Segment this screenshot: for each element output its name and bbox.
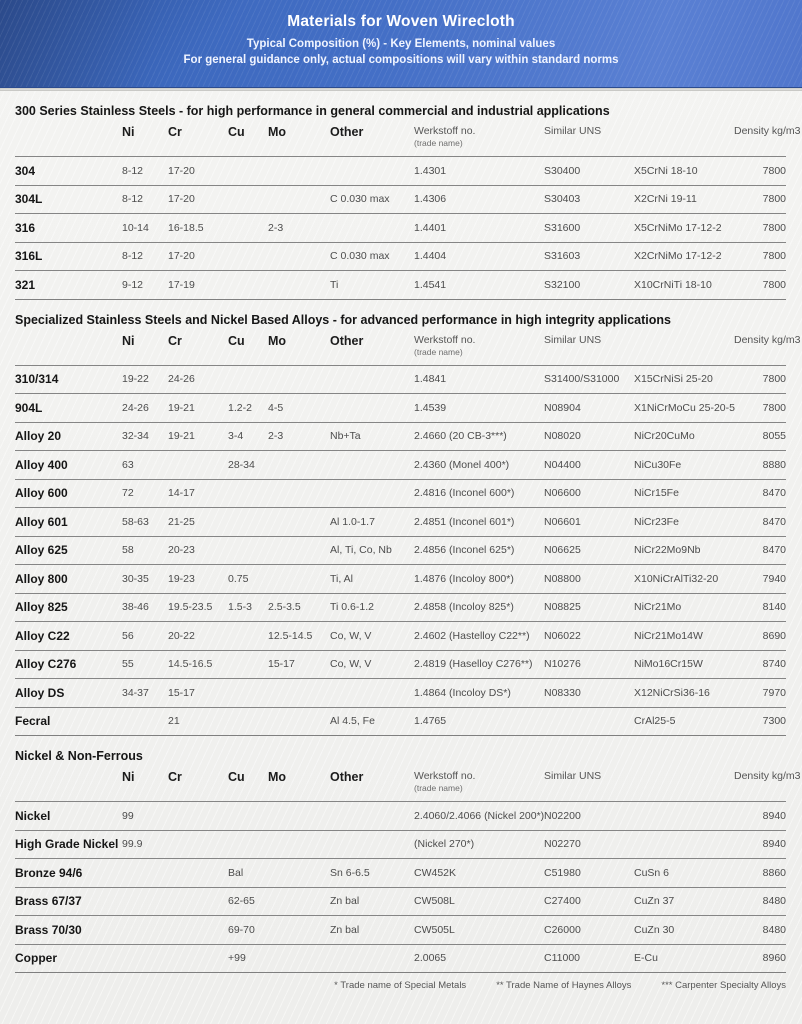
cell-cr: 21 bbox=[168, 715, 180, 728]
cell-cu: 69-70 bbox=[228, 923, 255, 936]
page-subtitle-1: Typical Composition (%) - Key Elements, nominal values bbox=[246, 38, 556, 50]
cell-designation: CuZn 37 bbox=[634, 895, 675, 908]
cell-cr: 17-19 bbox=[168, 278, 195, 291]
cell-name: Nickel bbox=[15, 808, 51, 823]
cell-designation: X1NiCrMoCu 25-20-5 bbox=[634, 401, 735, 414]
cell-designation: X5CrNi 18-10 bbox=[634, 164, 698, 177]
cell-mo: 12.5-14.5 bbox=[268, 629, 313, 642]
column-header-other: Other bbox=[330, 125, 364, 139]
table-row bbox=[15, 707, 786, 736]
table-header-row bbox=[15, 121, 801, 156]
cell-uns: C51980 bbox=[544, 866, 581, 879]
column-header-mo: Mo bbox=[268, 333, 287, 348]
cell-designation: NiMo16Cr15W bbox=[634, 658, 703, 671]
cell-ni: 8-12 bbox=[122, 193, 144, 206]
column-header-cu: Cu bbox=[228, 333, 245, 348]
column-header-werkstoff bbox=[414, 125, 544, 148]
cell-other: Al 4.5, Fe bbox=[330, 715, 375, 728]
cell-cu: 62-65 bbox=[228, 895, 255, 908]
cell-cr: 19-21 bbox=[168, 401, 195, 414]
table-row bbox=[15, 507, 786, 536]
table-row bbox=[15, 270, 786, 299]
cell-name: Alloy C22 bbox=[15, 628, 70, 643]
column-header-cr: Cr bbox=[168, 333, 182, 348]
cell-werkstoff: 1.4306 bbox=[414, 193, 447, 206]
cell-designation: NiCr20CuMo bbox=[634, 430, 695, 443]
cell-uns: S32100 bbox=[544, 278, 581, 291]
table-row bbox=[15, 185, 786, 214]
banner-divider bbox=[0, 88, 802, 91]
cell-ni: 58-63 bbox=[122, 515, 149, 528]
cell-uns: S31400/S31000 bbox=[544, 373, 620, 386]
cell-cr: 14.5-16.5 bbox=[168, 658, 213, 671]
cell-name: 304 bbox=[15, 163, 36, 178]
cell-uns: C27400 bbox=[544, 895, 581, 908]
cell-werkstoff: CW505L bbox=[414, 923, 455, 936]
table-row bbox=[15, 678, 786, 707]
cell-uns: C11000 bbox=[544, 952, 581, 965]
cell-density: 7800 bbox=[762, 250, 786, 263]
table-row bbox=[15, 564, 786, 593]
cell-werkstoff: 1.4765 bbox=[414, 715, 447, 728]
cell-cu: 0.75 bbox=[228, 572, 249, 585]
column-header-other: Other bbox=[330, 770, 364, 784]
cell-designation: X2CrNiMo 17-12-2 bbox=[634, 250, 722, 263]
cell-werkstoff: 2.4602 (Hastelloy C22**) bbox=[414, 629, 530, 642]
cell-ni: 34-37 bbox=[122, 686, 149, 699]
column-header-mo: Mo bbox=[268, 125, 287, 139]
cell-ni: 8-12 bbox=[122, 250, 144, 263]
cell-cr: 17-20 bbox=[168, 164, 195, 177]
cell-name: 904L bbox=[15, 400, 43, 415]
cell-werkstoff: 1.4541 bbox=[414, 278, 447, 291]
table-row bbox=[15, 858, 786, 887]
column-header-density: Density kg/m3 bbox=[734, 125, 801, 137]
cell-uns: N02270 bbox=[544, 838, 581, 851]
cell-other: Al 1.0-1.7 bbox=[330, 515, 375, 528]
cell-designation: X10CrNiTi 18-10 bbox=[634, 278, 712, 291]
cell-cr: 19-21 bbox=[168, 430, 195, 443]
cell-uns: N08020 bbox=[544, 430, 581, 443]
cell-other: Zn bal bbox=[330, 895, 360, 908]
column-header-ni: Ni bbox=[122, 770, 135, 784]
cell-density: 8480 bbox=[762, 895, 786, 908]
cell-name: High Grade Nickel bbox=[15, 837, 119, 852]
table-row bbox=[15, 801, 786, 830]
cell-cr: 24-26 bbox=[168, 373, 195, 386]
cell-werkstoff: 2.4858 (Incoloy 825*) bbox=[414, 601, 514, 614]
column-header-werkstoff-label: Werkstoff no. bbox=[414, 125, 476, 137]
cell-uns: N02200 bbox=[544, 809, 581, 822]
cell-density: 8940 bbox=[762, 809, 786, 822]
table-row bbox=[15, 621, 786, 650]
table-section bbox=[15, 749, 801, 973]
cell-ni: 32-34 bbox=[122, 430, 149, 443]
cell-cu: Bal bbox=[228, 866, 244, 879]
table-row bbox=[15, 422, 786, 451]
cell-ni: 24-26 bbox=[122, 401, 149, 414]
cell-density: 8055 bbox=[762, 430, 786, 443]
cell-ni: 30-35 bbox=[122, 572, 149, 585]
column-header-uns: Similar UNS bbox=[544, 770, 602, 782]
cell-ni: 55 bbox=[122, 658, 134, 671]
cell-ni: 19-22 bbox=[122, 373, 149, 386]
column-header-density: Density kg/m3 bbox=[734, 770, 801, 782]
cell-designation: CuZn 30 bbox=[634, 923, 675, 936]
cell-ni: 8-12 bbox=[122, 164, 144, 177]
cell-uns: N08800 bbox=[544, 572, 581, 585]
column-header-cu: Cu bbox=[228, 770, 245, 784]
cell-mo: 2-3 bbox=[268, 221, 284, 234]
cell-werkstoff: 2.4660 (20 CB-3***) bbox=[414, 430, 507, 443]
cell-name: 304L bbox=[15, 192, 43, 207]
footnote: ** Trade Name of Haynes Alloys bbox=[496, 980, 632, 991]
table-row bbox=[15, 536, 786, 565]
cell-werkstoff: 1.4539 bbox=[414, 401, 447, 414]
cell-cr: 17-20 bbox=[168, 250, 195, 263]
table-row bbox=[15, 479, 786, 508]
cell-werkstoff: CW508L bbox=[414, 895, 455, 908]
cell-cr: 20-22 bbox=[168, 629, 195, 642]
cell-cr: 20-23 bbox=[168, 544, 195, 557]
cell-mo: 2.5-3.5 bbox=[268, 601, 301, 614]
column-header-cr: Cr bbox=[168, 770, 182, 784]
cell-designation: X5CrNiMo 17-12-2 bbox=[634, 221, 722, 234]
table-row bbox=[15, 593, 786, 622]
cell-cu: 1.2-2 bbox=[228, 401, 252, 414]
cell-ni: 99 bbox=[122, 809, 134, 822]
table-row bbox=[15, 213, 786, 242]
cell-werkstoff: 2.4816 (Inconel 600*) bbox=[414, 487, 515, 500]
cell-werkstoff: 1.4301 bbox=[414, 164, 447, 177]
cell-name: 310/314 bbox=[15, 372, 59, 387]
cell-density: 8860 bbox=[762, 866, 786, 879]
cell-designation: NiCr22Mo9Nb bbox=[634, 544, 701, 557]
section-title: 300 Series Stainless Steels - for high performance in general commercial and industrial applications bbox=[15, 104, 610, 118]
cell-cr: 16-18.5 bbox=[168, 221, 204, 234]
cell-uns: S31603 bbox=[544, 250, 581, 263]
cell-name: 321 bbox=[15, 277, 36, 292]
cell-ni: 63 bbox=[122, 458, 134, 471]
cell-cr: 21-25 bbox=[168, 515, 195, 528]
cell-designation: CrAl25-5 bbox=[634, 715, 676, 728]
cell-ni: 58 bbox=[122, 544, 134, 557]
column-header-werkstoff bbox=[414, 334, 544, 357]
cell-werkstoff: 1.4401 bbox=[414, 221, 447, 234]
column-header-mo: Mo bbox=[268, 770, 287, 784]
cell-uns: C26000 bbox=[544, 923, 581, 936]
table-row bbox=[15, 830, 786, 859]
table-row bbox=[15, 450, 786, 479]
column-header-tradename-label: (trade name) bbox=[414, 346, 463, 357]
cell-name: Brass 67/37 bbox=[15, 894, 82, 909]
cell-uns: N06022 bbox=[544, 629, 581, 642]
section-title: Specialized Stainless Steels and Nickel Based Alloys - for advanced performance in high integrity applications bbox=[15, 312, 671, 327]
cell-density: 7800 bbox=[762, 164, 786, 177]
table-row bbox=[15, 944, 786, 973]
cell-ni: 99.9 bbox=[122, 838, 143, 851]
column-header-density: Density kg/m3 bbox=[734, 333, 801, 346]
cell-cu: 28-34 bbox=[228, 458, 255, 471]
column-header-tradename-label: (trade name) bbox=[414, 138, 463, 148]
cell-density: 8740 bbox=[762, 658, 786, 671]
page-title: Materials for Woven Wirecloth bbox=[287, 13, 515, 30]
table-section bbox=[15, 104, 801, 300]
cell-density: 7800 bbox=[762, 401, 786, 414]
cell-name: Alloy 400 bbox=[15, 457, 68, 472]
cell-cu: +99 bbox=[228, 952, 246, 965]
cell-other: Ti bbox=[330, 278, 339, 291]
column-header-werkstoff bbox=[414, 770, 544, 793]
cell-uns: N08825 bbox=[544, 601, 581, 614]
cell-name: Copper bbox=[15, 951, 57, 966]
cell-density: 7800 bbox=[762, 193, 786, 206]
cell-other: Nb+Ta bbox=[330, 430, 361, 443]
cell-cr: 19.5-23.5 bbox=[168, 601, 213, 614]
page-subtitle-2: For general guidance only, actual compositions will vary within standard norms bbox=[183, 54, 619, 66]
cell-uns: N08904 bbox=[544, 401, 581, 414]
cell-cr: 15-17 bbox=[168, 686, 195, 699]
cell-ni: 38-46 bbox=[122, 601, 149, 614]
cell-cu: 3-4 bbox=[228, 430, 244, 443]
cell-ni: 56 bbox=[122, 629, 134, 642]
cell-designation: NiCr21Mo bbox=[634, 601, 682, 614]
cell-density: 8480 bbox=[762, 923, 786, 936]
cell-werkstoff: 1.4404 bbox=[414, 250, 447, 263]
cell-density: 7800 bbox=[762, 221, 786, 234]
column-header-tradename-label: (trade name) bbox=[414, 783, 463, 793]
cell-werkstoff: (Nickel 270*) bbox=[414, 838, 475, 851]
cell-werkstoff: 1.4841 bbox=[414, 373, 447, 386]
table-row bbox=[15, 365, 786, 394]
table-row bbox=[15, 915, 786, 944]
table-row bbox=[15, 156, 786, 185]
cell-name: 316L bbox=[15, 249, 43, 264]
cell-other: C 0.030 max bbox=[330, 250, 390, 263]
cell-name: Alloy 601 bbox=[15, 514, 68, 529]
cell-name: Fecral bbox=[15, 714, 51, 729]
footnote: * Trade name of Special Metals bbox=[334, 980, 467, 991]
cell-ni: 10-14 bbox=[122, 221, 149, 234]
cell-density: 8470 bbox=[762, 515, 786, 528]
cell-uns: S31600 bbox=[544, 221, 581, 234]
column-header-werkstoff-label: Werkstoff no. bbox=[414, 333, 476, 346]
cell-designation: NiCu30Fe bbox=[634, 458, 682, 471]
cell-name: Alloy C276 bbox=[15, 657, 77, 672]
cell-name: Alloy 800 bbox=[15, 571, 68, 586]
column-header-ni: Ni bbox=[122, 333, 135, 348]
cell-other: Sn 6-6.5 bbox=[330, 866, 370, 879]
cell-designation: X10NiCrAlTi32-20 bbox=[634, 572, 719, 585]
cell-name: Brass 70/30 bbox=[15, 922, 82, 937]
cell-density: 7940 bbox=[762, 572, 786, 585]
cell-density: 7970 bbox=[762, 686, 786, 699]
table-row bbox=[15, 650, 786, 679]
cell-name: Alloy 825 bbox=[15, 600, 68, 615]
cell-designation: E-Cu bbox=[634, 952, 658, 965]
cell-density: 7800 bbox=[762, 278, 786, 291]
cell-density: 8690 bbox=[762, 629, 786, 642]
cell-name: Alloy 625 bbox=[15, 543, 68, 558]
table-section bbox=[15, 312, 801, 737]
cell-name: Alloy DS bbox=[15, 685, 65, 700]
cell-designation: X2CrNi 19-11 bbox=[634, 193, 697, 206]
table-header-row bbox=[15, 330, 801, 365]
cell-werkstoff: 2.4856 (Inconel 625*) bbox=[414, 544, 515, 557]
cell-name: 316 bbox=[15, 220, 36, 235]
cell-density: 7800 bbox=[762, 373, 786, 386]
cell-werkstoff: 1.4864 (Incoloy DS*) bbox=[414, 686, 511, 699]
cell-werkstoff: 2.4060/2.4066 (Nickel 200*) bbox=[414, 809, 545, 822]
section-title: Nickel & Non-Ferrous bbox=[15, 749, 143, 763]
cell-uns: S30400 bbox=[544, 164, 581, 177]
cell-density: 8880 bbox=[762, 458, 786, 471]
column-header-other: Other bbox=[330, 333, 364, 348]
cell-werkstoff: 2.0065 bbox=[414, 952, 447, 965]
cell-density: 8470 bbox=[762, 487, 786, 500]
column-header-uns: Similar UNS bbox=[544, 333, 602, 346]
cell-uns: N04400 bbox=[544, 458, 581, 471]
cell-other: Zn bal bbox=[330, 923, 360, 936]
cell-other: Co, W, V bbox=[330, 658, 372, 671]
cell-name: Alloy 20 bbox=[15, 429, 62, 444]
title-banner bbox=[0, 0, 802, 88]
column-header-ni: Ni bbox=[122, 125, 135, 139]
cell-uns: N10276 bbox=[544, 658, 581, 671]
table-header-row bbox=[15, 766, 801, 801]
table-row bbox=[15, 242, 786, 271]
cell-uns: N06625 bbox=[544, 544, 581, 557]
cell-cu: 1.5-3 bbox=[228, 601, 252, 614]
cell-mo: 4-5 bbox=[268, 401, 284, 414]
cell-other: Co, W, V bbox=[330, 629, 372, 642]
column-header-uns: Similar UNS bbox=[544, 125, 602, 137]
cell-name: Alloy 600 bbox=[15, 486, 68, 501]
cell-uns: N08330 bbox=[544, 686, 581, 699]
cell-density: 8940 bbox=[762, 838, 786, 851]
cell-density: 8140 bbox=[762, 601, 786, 614]
cell-mo: 15-17 bbox=[268, 658, 295, 671]
cell-cr: 17-20 bbox=[168, 193, 195, 206]
cell-designation: NiCr21Mo14W bbox=[634, 629, 703, 642]
cell-density: 7300 bbox=[762, 715, 786, 728]
table-row bbox=[15, 887, 786, 916]
cell-other: Ti 0.6-1.2 bbox=[330, 601, 374, 614]
cell-cr: 14-17 bbox=[168, 487, 195, 500]
cell-density: 8470 bbox=[762, 544, 786, 557]
cell-werkstoff: 1.4876 (Incoloy 800*) bbox=[414, 572, 514, 585]
cell-uns: N06600 bbox=[544, 487, 581, 500]
cell-mo: 2-3 bbox=[268, 430, 284, 443]
cell-werkstoff: 2.4360 (Monel 400*) bbox=[414, 458, 510, 471]
cell-designation: X12NiCrSi36-16 bbox=[634, 686, 710, 699]
cell-uns: S30403 bbox=[544, 193, 581, 206]
cell-name: Bronze 94/6 bbox=[15, 865, 83, 880]
cell-density: 8960 bbox=[762, 952, 786, 965]
cell-ni: 9-12 bbox=[122, 278, 144, 291]
cell-werkstoff: 2.4851 (Inconel 601*) bbox=[414, 515, 515, 528]
materials-tables bbox=[0, 104, 802, 973]
footnotes bbox=[0, 973, 802, 1005]
table-row bbox=[15, 393, 786, 422]
column-header-werkstoff-label: Werkstoff no. bbox=[414, 770, 476, 782]
cell-designation: X15CrNiSi 25-20 bbox=[634, 373, 713, 386]
cell-other: Ti, Al bbox=[330, 572, 353, 585]
cell-designation: NiCr23Fe bbox=[634, 515, 679, 528]
cell-other: Al, Ti, Co, Nb bbox=[330, 544, 392, 557]
cell-werkstoff: 2.4819 (Haselloy C276**) bbox=[414, 658, 533, 671]
footnote: *** Carpenter Specialty Alloys bbox=[661, 980, 786, 991]
cell-werkstoff: CW452K bbox=[414, 866, 457, 879]
cell-other: C 0.030 max bbox=[330, 193, 390, 206]
cell-designation: CuSn 6 bbox=[634, 866, 670, 879]
cell-designation: NiCr15Fe bbox=[634, 487, 679, 500]
column-header-cu: Cu bbox=[228, 125, 245, 139]
cell-ni: 72 bbox=[122, 487, 134, 500]
cell-uns: N06601 bbox=[544, 515, 581, 528]
cell-cr: 19-23 bbox=[168, 572, 195, 585]
column-header-cr: Cr bbox=[168, 125, 182, 139]
